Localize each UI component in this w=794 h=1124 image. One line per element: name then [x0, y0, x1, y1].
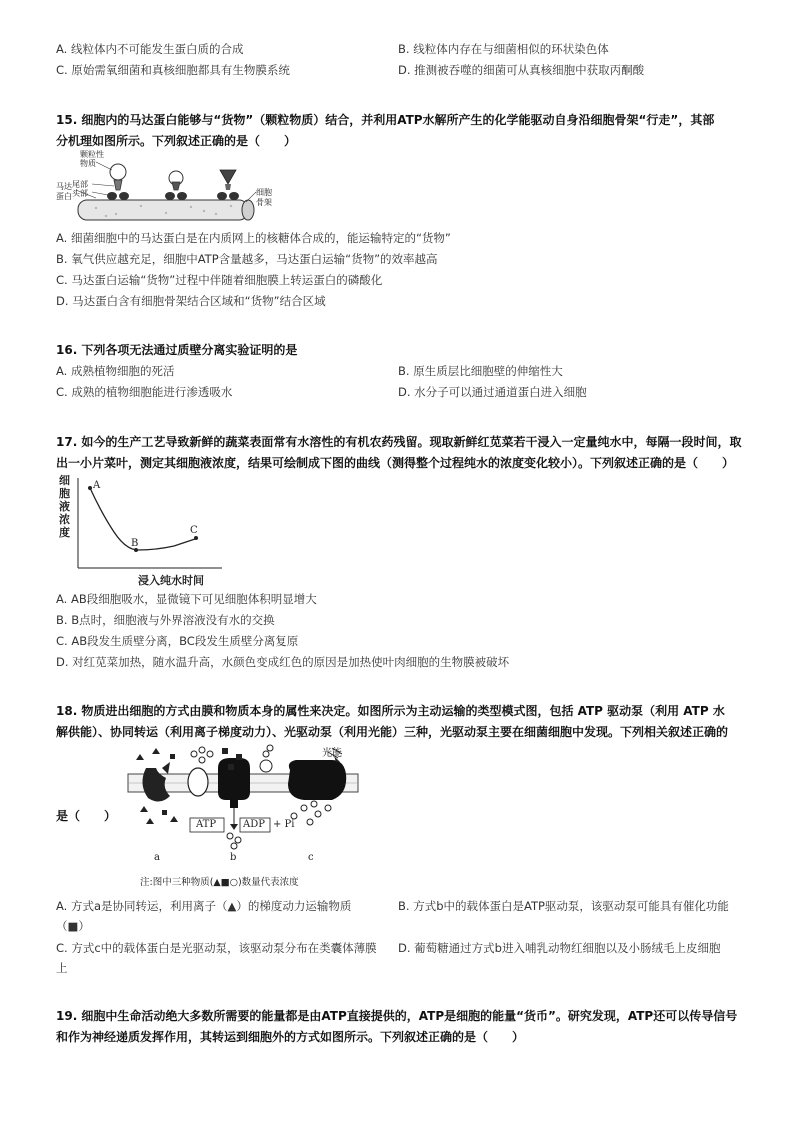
question-17-stem: 17. 如今的生产工艺导致新鲜的蔬菜表面常有水溶性的有机农药残留。现取新鲜红苋菜若干浸入一定量纯水中，每隔一段时间，取	[56, 435, 742, 449]
option-b: B. 方式b中的载体蛋白是ATP驱动泵，该驱动泵可能具有催化功能	[398, 899, 729, 913]
option-c: C. AB段发生质壁分离，BC段发生质壁分离复原	[56, 634, 299, 648]
pi-label: + Pi	[273, 819, 295, 830]
figure-note: 注:图中三种物质(▲■○)数量代表浓度	[140, 877, 299, 888]
option-c: C. 成熟的植物细胞能进行渗透吸水	[56, 385, 233, 399]
label-b: b	[230, 852, 237, 863]
option-c: C. 原始需氧细菌和真核细胞都具有生物膜系统	[56, 63, 290, 77]
label-head: 头部	[72, 189, 88, 198]
option-d: D. 推测被吞噬的细菌可从真核细胞中获取丙酮酸	[398, 63, 645, 77]
label-tail: 尾部	[72, 180, 88, 189]
question-18-stem: 18. 物质进出细胞的方式由膜和物质本身的属性来决定。如图所示为主动运输的类型模式图，包括 ATP 驱动泵（利用 ATP 水	[56, 704, 725, 718]
option-a: A. 细菌细胞中的马达蛋白是在内质网上的核糖体合成的，能运输特定的“货物”	[56, 231, 451, 245]
point-a-label: A	[93, 480, 101, 491]
question-15-stem-cont: 分机理如图所示。下列叙述正确的是（ ）	[56, 134, 297, 148]
label-motor-protein: 马达 蛋白	[56, 182, 72, 201]
question-18-stem-cont: 解供能）、协同转运（利用离子梯度动力）、光驱动泵（利用光能）三种，光驱动泵主要在细菌细胞中发现。下列相关叙述正确的	[56, 725, 729, 739]
option-a: A. 方式a是协同转运，利用离子（▲）的梯度动力运输物质（■）	[56, 899, 352, 933]
label-cytoskeleton: 细胞 骨架	[256, 188, 272, 207]
y-axis-label: 细 胞 液 浓 度	[59, 474, 70, 539]
question-16-stem: 16. 下列各项无法通过质壁分离实验证明的是	[56, 343, 298, 357]
option-a: A. AB段细胞吸水，显微镜下可见细胞体积明显增大	[56, 592, 317, 606]
question-17-stem-cont: 出一小片菜叶，测定其细胞液浓度，结果可绘制成下图的曲线（测得整个过程纯水的浓度变化较小）。下列叙述正确的是（ ）	[56, 456, 735, 470]
option-d: D. 对红苋菜加热，随水温升高，水颜色变成红色的原因是加热使叶肉细胞的生物膜被破坏	[56, 655, 510, 669]
point-c-label: C	[190, 525, 198, 536]
option-b: B. 氧气供应越充足，细胞中ATP含量越多，马达蛋白运输“货物”的效率越高	[56, 252, 438, 266]
motor-protein-figure	[56, 150, 286, 228]
question-19-stem-cont: 和作为神经递质发挥作用，其转运到细胞外的方式如图所示。下列叙述正确的是（ ）	[56, 1030, 525, 1044]
concentration-curve-figure	[56, 474, 226, 588]
atp-label: ATP	[196, 819, 217, 830]
question-18-stem-end: 是（ ）	[56, 809, 117, 823]
active-transport-figure	[118, 744, 368, 892]
option-a: A. 成熟植物细胞的死活	[56, 364, 175, 378]
option-d: D. 马达蛋白含有细胞骨架结合区域和“货物”结合区域	[56, 294, 326, 308]
question-15-stem: 15. 细胞内的马达蛋白能够与“货物”（颗粒物质）结合，并利用ATP水解所产生的化学能驱动自身沿细胞骨架“行走”，其部	[56, 113, 715, 127]
label-particle: 颗粒性 物质	[80, 150, 104, 168]
question-19-stem: 19. 细胞中生命活动绝大多数所需要的能量都是由ATP直接提供的，ATP是细胞的能量“货币”。研究发现，ATP还可以传导信号	[56, 1009, 738, 1023]
option-b: B. 线粒体内存在与细菌相似的环状染色体	[398, 42, 609, 56]
active-transport-diagram	[118, 744, 368, 892]
option-c: C. 马达蛋白运输“货物”过程中伴随着细胞膜上转运蛋白的磷酸化	[56, 273, 383, 287]
option-b: B. B点时，细胞液与外界溶液没有水的交换	[56, 613, 275, 627]
point-b-label: B	[131, 538, 139, 549]
option-b: B. 原生质层比细胞壁的伸缩性大	[398, 364, 563, 378]
concentration-curve	[56, 474, 226, 588]
option-c: C. 方式c中的载体蛋白是光驱动泵，该驱动泵分布在类囊体薄膜上	[56, 941, 377, 975]
option-d: D. 水分子可以通过通道蛋白进入细胞	[398, 385, 587, 399]
x-axis-label: 浸入纯水时间	[138, 574, 204, 587]
option-d: D. 葡萄糖通过方式b进入哺乳动物红细胞以及小肠绒毛上皮细胞	[398, 941, 721, 955]
adp-label: ADP	[243, 819, 265, 830]
label-a: a	[154, 852, 160, 863]
option-a: A. 线粒体内不可能发生蛋白质的合成	[56, 42, 244, 56]
light-energy-label: 光能	[322, 748, 342, 759]
label-c: c	[308, 852, 314, 863]
